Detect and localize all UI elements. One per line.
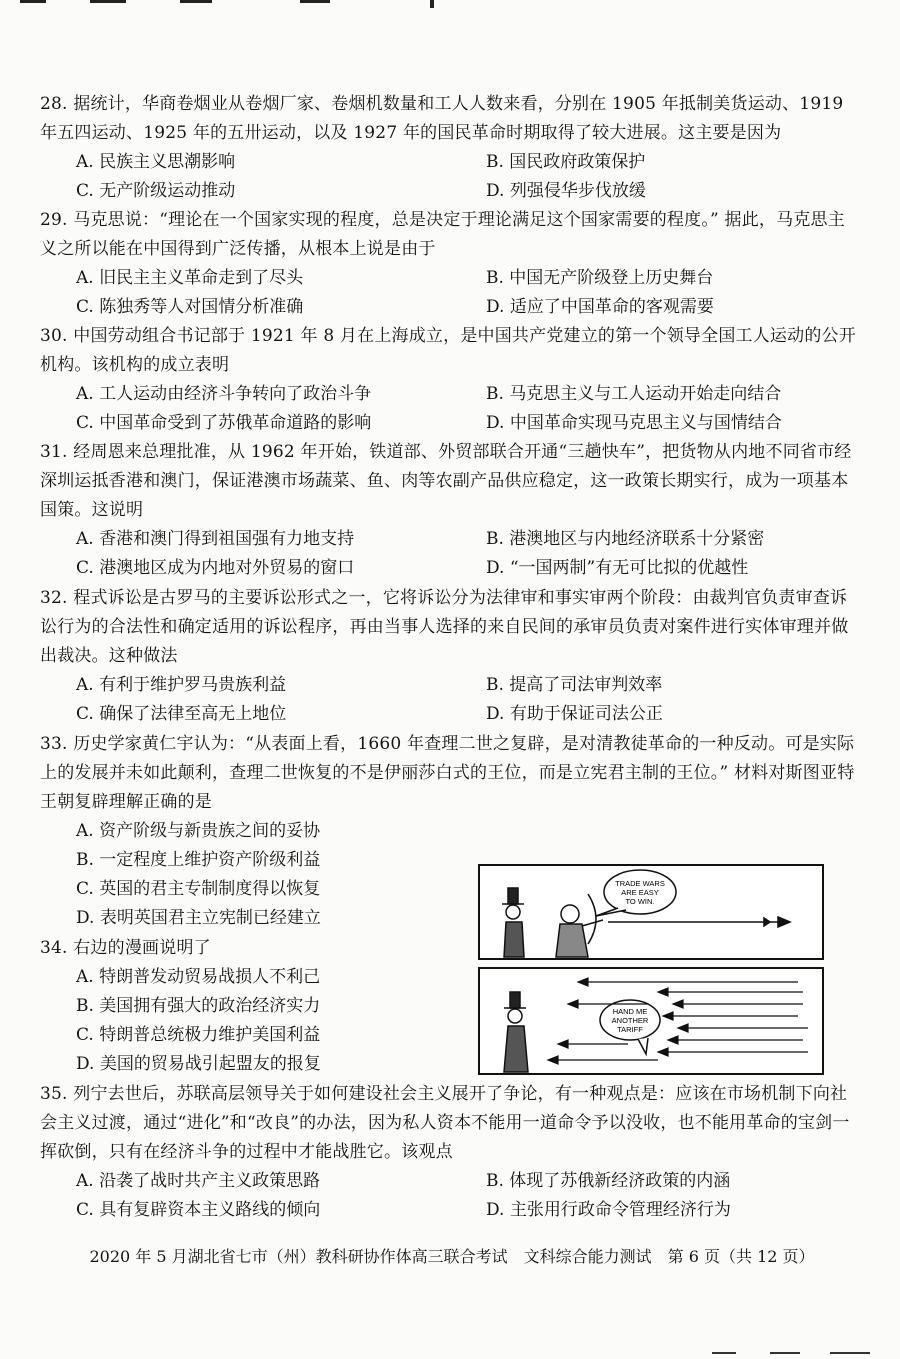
option-c: C. 特朗普总统极力维护美国利益 (76, 1025, 321, 1045)
bubble-top-line1: TRADE WARS (615, 879, 665, 888)
option-d: D. 列强侵华步伐放缓 (486, 181, 646, 201)
option-c: C. 确保了法律至高无上地位 (76, 704, 287, 724)
option-c: C. 英国的君主专制制度得以恢复 (76, 879, 321, 899)
question-30 (40, 322, 860, 438)
option-c: C. 陈独秀等人对国情分析准确 (76, 297, 304, 317)
question-31 (40, 438, 860, 583)
option-b: B. 美国拥有强大的政治经济实力 (76, 996, 321, 1016)
bubble-bottom-line1: HAND ME (612, 1007, 648, 1016)
question-stem: 34. 右边的漫画说明了 (40, 938, 211, 958)
option-a: A. 有利于维护罗马贵族利益 (76, 675, 287, 695)
question-stem: 31. 经周恩来总理批准，从 1962 年开始，铁道部、外贸部联合开通“三趟快车”，把货物从内地不同省市经深圳运抵香港和澳门，保证港澳市场蔬菜、鱼、肉等农副产品供应稳定，这一政策长期实行，成为一项基本国策。这说明 (40, 442, 852, 520)
option-b: B. 港澳地区与内地经济联系十分紧密 (486, 529, 765, 549)
question-stem: 28. 据统计，华商卷烟业从卷烟厂家、卷烟机数量和工人人数来看，分别在 1905 年抵制美货运动、1919 年五四运动、1925 年的五卅运动，以及 1927 年的国民革命时期取得了较大进展。这主要是因为 (40, 94, 844, 143)
option-a: A. 工人运动由经济斗争转向了政治斗争 (76, 384, 372, 404)
option-b: B. 中国无产阶级登上历史舞台 (486, 268, 714, 288)
option-a: A. 香港和澳门得到祖国强有力地支持 (76, 529, 355, 549)
option-a: A. 资产阶级与新贵族之间的妥协 (76, 821, 321, 841)
option-a: A. 民族主义思潮影响 (76, 152, 236, 172)
option-b: B. 国民政府政策保护 (486, 152, 646, 172)
question-35 (40, 1080, 860, 1225)
option-b: B. 马克思主义与工人运动开始走向结合 (486, 384, 782, 404)
option-a: A. 旧民主主义革命走到了尽头 (76, 268, 304, 288)
bubble-top-line2: ARE EASY (621, 888, 659, 897)
option-b: B. 体现了苏俄新经济政策的内涵 (486, 1171, 731, 1191)
option-c: C. 港澳地区成为内地对外贸易的窗口 (76, 558, 355, 578)
question-stem: 29. 马克思说：“理论在一个国家实现的程度，总是决定于理论满足这个国家需要的程度。” 据此，马克思主义之所以能在中国得到广泛传播，从根本上说是由于 (40, 210, 845, 259)
cartoon-drawing (478, 864, 824, 1076)
option-a: A. 沿袭了战时共产主义政策思路 (76, 1171, 321, 1191)
option-d: D. 表明英国君主立宪制已经建立 (76, 908, 321, 928)
option-c: C. 中国革命受到了苏俄革命道路的影响 (76, 413, 372, 433)
top-scan-marks (0, 0, 900, 8)
bubble-bottom-line3: TARIFF (617, 1025, 643, 1034)
option-d: D. 适应了中国革命的客观需要 (486, 297, 714, 317)
question-stem: 33. 历史学家黄仁宇认为：“从表面上看，1660 年查理二世之复辟，是对清教徒革命的一种反动。可是实际上的发展并未如此颠利，查理二世恢复的不是伊丽莎白式的王位，而是立宪君主制的王位。” 材料对斯图亚特王朝复辟理解正确的是 (40, 734, 855, 812)
question-stem: 35. 列宁去世后，苏联高层领导关于如何建设社会主义展开了争论，有一种观点是：应该在市场机制下向社会主义过渡，通过“进化”和“改良”的办法，因为私人资本不能用一道命令予以没收，也不能用革命的宝剑一挥砍倒，只有在经济斗争的过程中才能战胜它。该观点 (40, 1084, 850, 1162)
question-28 (40, 90, 860, 206)
page-footer: 2020 年 5 月湖北省七市（州）教科研协作体高三联合考试 文科综合能力测试 第 6 页（共 12 页） (89, 1247, 815, 1266)
question-32 (40, 584, 860, 729)
trade-war-cartoon (478, 864, 824, 1076)
option-a: A. 特朗普发动贸易战损人不利己 (76, 967, 321, 987)
bubble-top-line3: TO WIN. (625, 897, 655, 906)
option-b: B. 提高了司法审判效率 (486, 675, 663, 695)
question-stem: 30. 中国劳动组合书记部于 1921 年 8 月在上海成立，是中国共产党建立的第一个领导全国工人运动的公开机构。该机构的成立表明 (40, 326, 856, 375)
option-d: D. “一国两制”有无可比拟的优越性 (486, 558, 749, 578)
option-c: C. 具有复辟资本主义路线的倾向 (76, 1200, 321, 1220)
question-stem: 32. 程式诉讼是古罗马的主要诉讼形式之一，它将诉讼分为法律审和事实审两个阶段：由裁判官负责审查诉讼行为的合法性和确定适用的诉讼程序，再由当事人选择的来自民间的承审员负责对案件进行实体审理并做出裁决。这种做法 (40, 588, 849, 666)
option-d: D. 中国革命实现马克思主义与国情结合 (486, 413, 782, 433)
question-34 (40, 934, 460, 1079)
option-d: D. 美国的贸易战引起盟友的报复 (76, 1054, 321, 1074)
option-d: D. 主张用行政命令管理经济行为 (486, 1200, 731, 1220)
bubble-bottom-line2: ANOTHER (611, 1016, 649, 1025)
question-29 (40, 206, 860, 322)
option-d: D. 有助于保证司法公正 (486, 704, 663, 724)
option-b: B. 一定程度上维护资产阶级利益 (76, 850, 321, 870)
option-c: C. 无产阶级运动推动 (76, 181, 236, 201)
